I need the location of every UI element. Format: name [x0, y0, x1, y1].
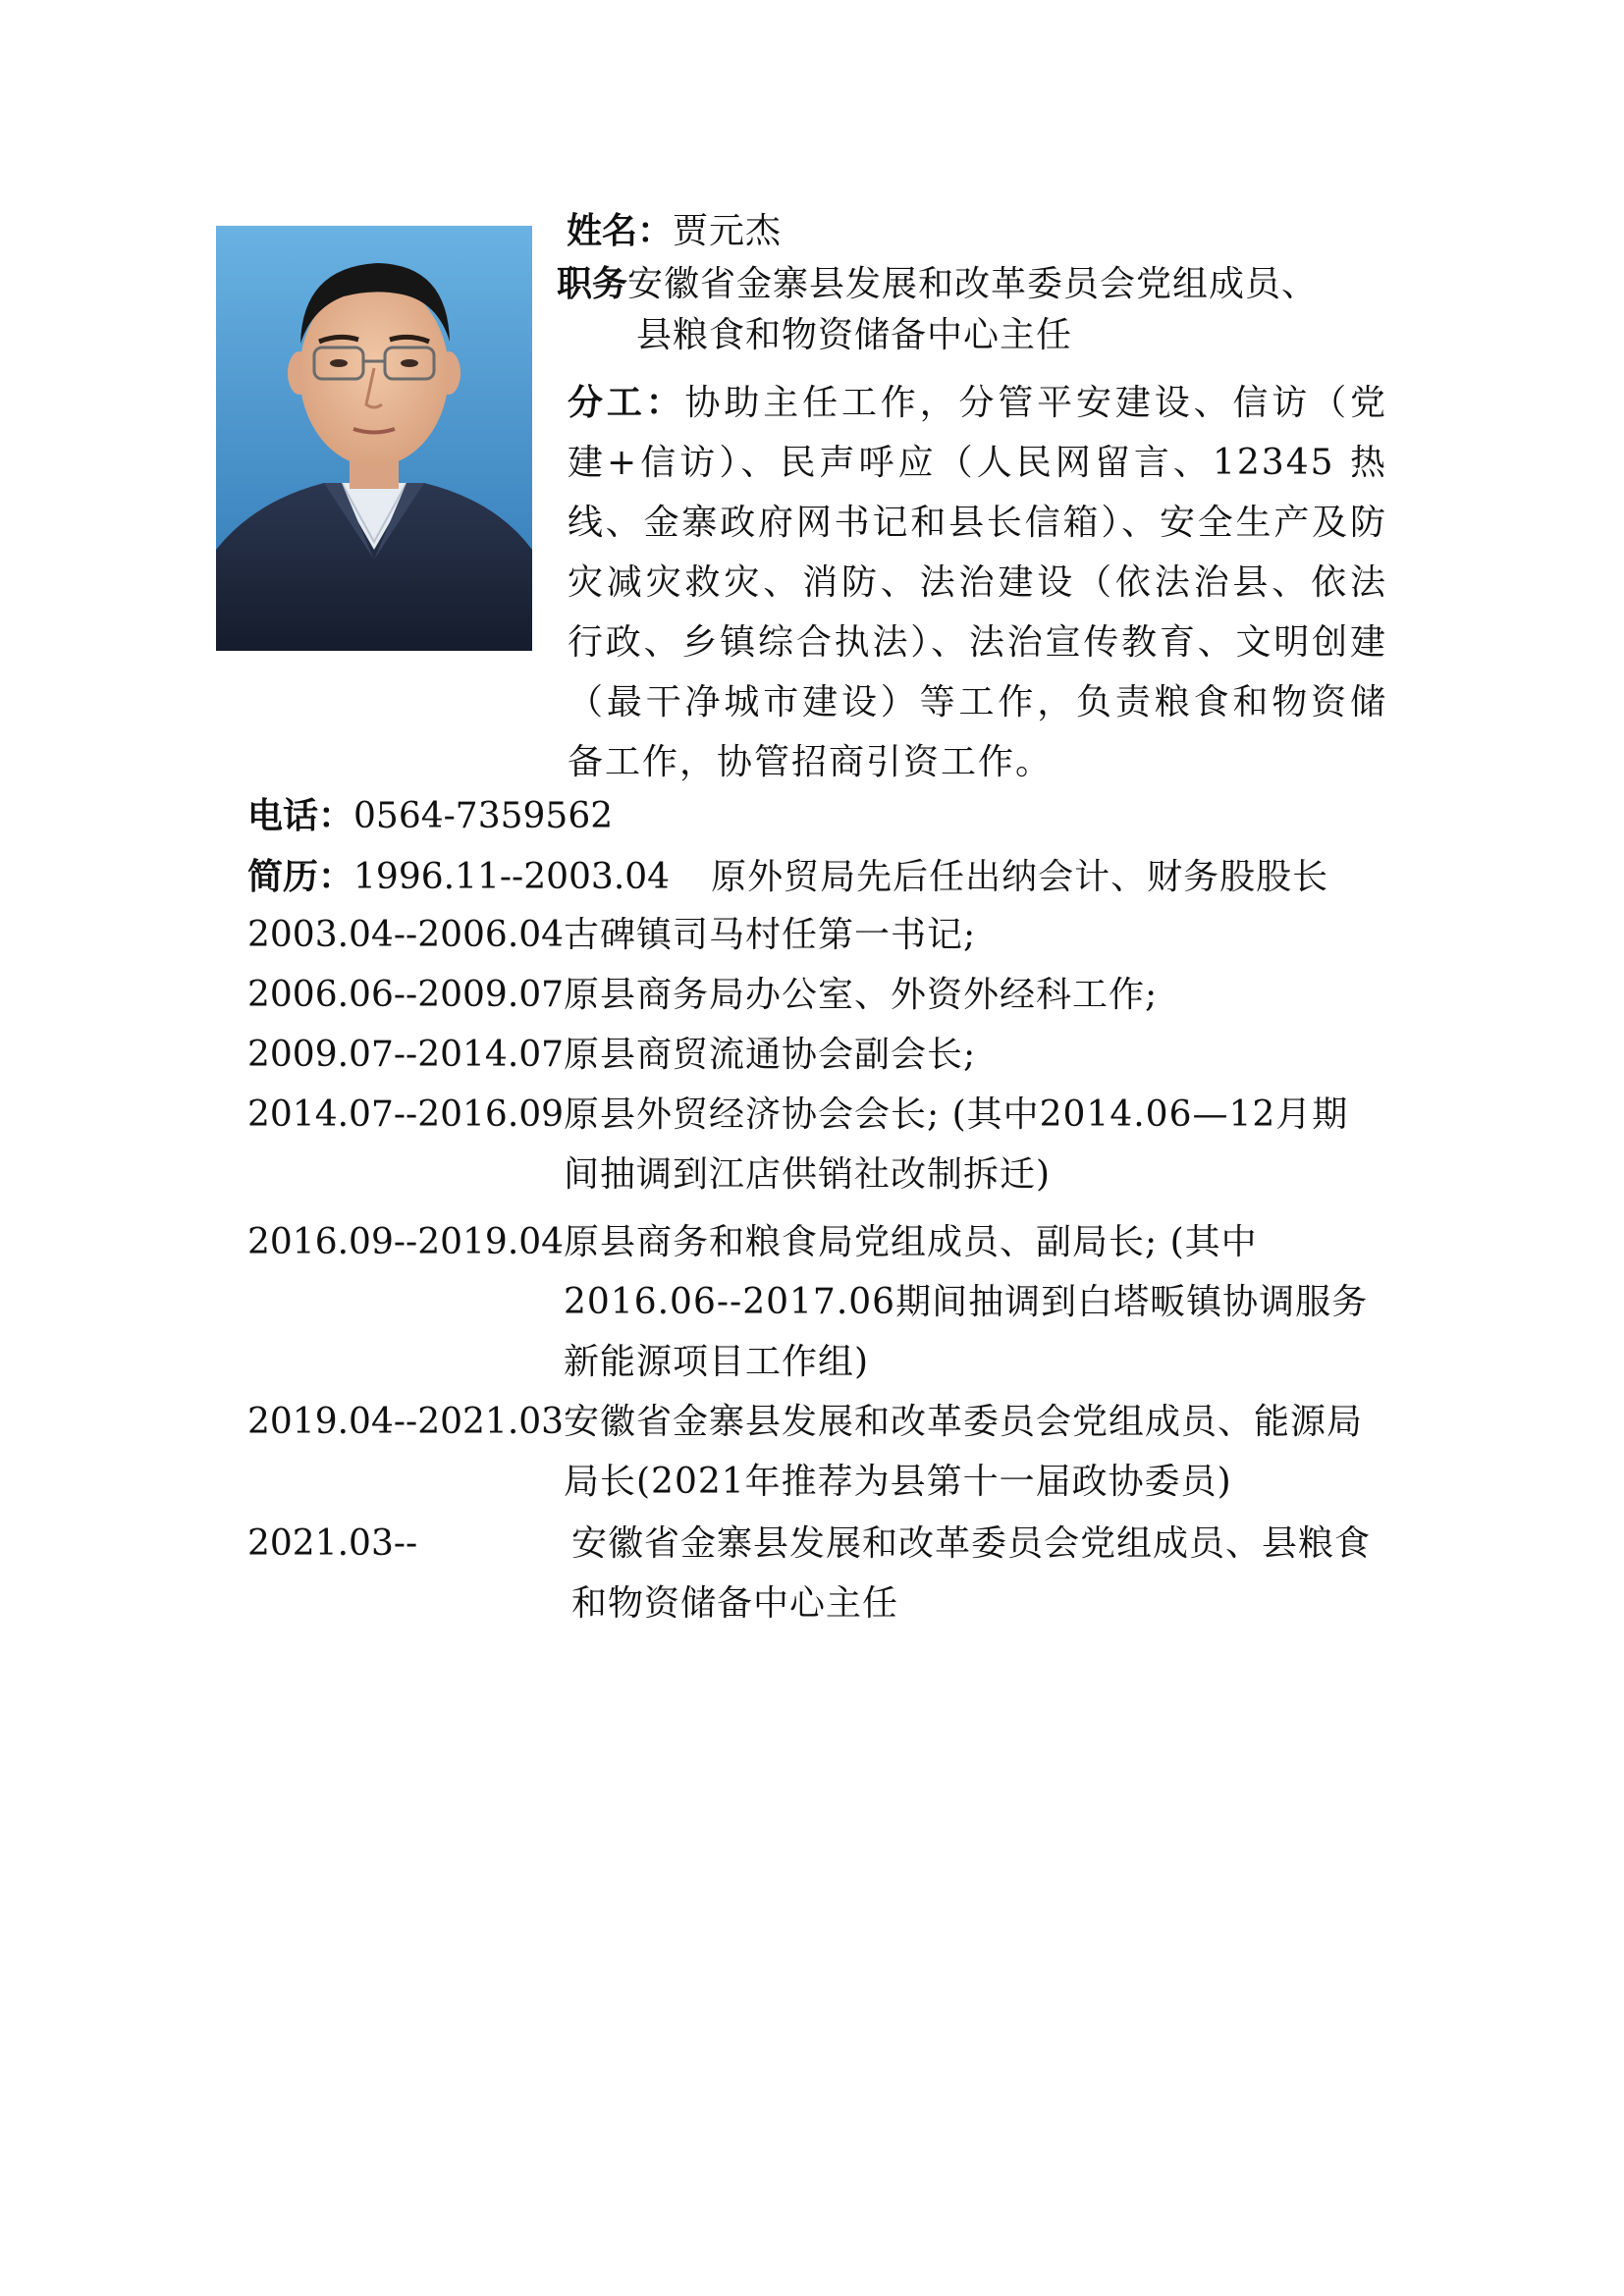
- resume-date: 2016.09--2019.04: [247, 1222, 565, 1262]
- name-row: [567, 208, 782, 255]
- phone-value: 0564-7359562: [353, 796, 614, 836]
- name-value: 贾元杰: [673, 211, 783, 251]
- duty-row: [557, 261, 1318, 308]
- duty-value-line1: 安徽省金寨县发展和改革委员会党组成员、: [627, 264, 1319, 304]
- resume-text: 原外贸局先后任出纳会计、财务股股长: [711, 857, 1329, 897]
- resume-text: 原县外贸经济协会会长; (其中2014.06—12月期间抽调到江店供销社改制拆迁): [564, 1095, 1349, 1195]
- division-label: 分工：: [568, 383, 685, 423]
- resume-first-row: [247, 854, 1328, 901]
- division-value: 协助主任工作，分管平安建设、信访（党建+信访）、民声呼应（人民网留言、12345 热线、金寨政府网书记和县长信箱）、安全生产及防灾减灾救灾、消防、法治建设（依法治县、依法行政、乡镇综合执法）、法治宣传教育、文明创建（最干净城市建设）等工作，负责粮食和物资储备工作，协管招商引资工作。: [568, 383, 1387, 782]
- resume-date: 2019.04--2021.03: [247, 1402, 565, 1442]
- resume-text: 原县商务局办公室、外资外经科工作;: [564, 975, 1159, 1015]
- resume-date: 2003.04--2006.04: [247, 915, 565, 955]
- resume-text: 原县商贸流通协会副会长;: [564, 1035, 977, 1075]
- duty-label: 职务: [557, 264, 628, 304]
- resume-date: 2009.07--2014.07: [247, 1035, 565, 1075]
- resume-date: 2014.07--2016.09: [247, 1095, 565, 1135]
- resume-label: 简历：: [247, 857, 354, 897]
- division-paragraph: [568, 373, 1387, 792]
- name-label: 姓名：: [567, 211, 674, 251]
- resume-text: 古碑镇司马村任第一书记;: [564, 915, 977, 955]
- duty-value-line2: 县粮食和物资储备中心主任: [636, 315, 1073, 355]
- resume-date: 1996.11--2003.04: [353, 857, 671, 897]
- portrait-photo: [216, 226, 532, 651]
- resume-date: 2006.06--2009.07: [247, 975, 565, 1015]
- phone-row: [247, 793, 613, 840]
- resume-text: 安徽省金寨县发展和改革委员会党组成员、能源局局长(2021年推荐为县第十一届政协委员): [564, 1402, 1364, 1502]
- duty-row-continued: [636, 312, 1072, 359]
- resume-date: 2021.03--: [247, 1523, 418, 1564]
- phone-label: 电话：: [247, 796, 354, 836]
- resume-text: 安徽省金寨县发展和改革委员会党组成员、县粮食和物资储备中心主任: [571, 1523, 1372, 1624]
- resume-text: 原县商务和粮食局党组成员、副局长; (其中2016.06--2017.06期间抽调到白塔畈镇协调服务新能源项目工作组): [564, 1222, 1369, 1382]
